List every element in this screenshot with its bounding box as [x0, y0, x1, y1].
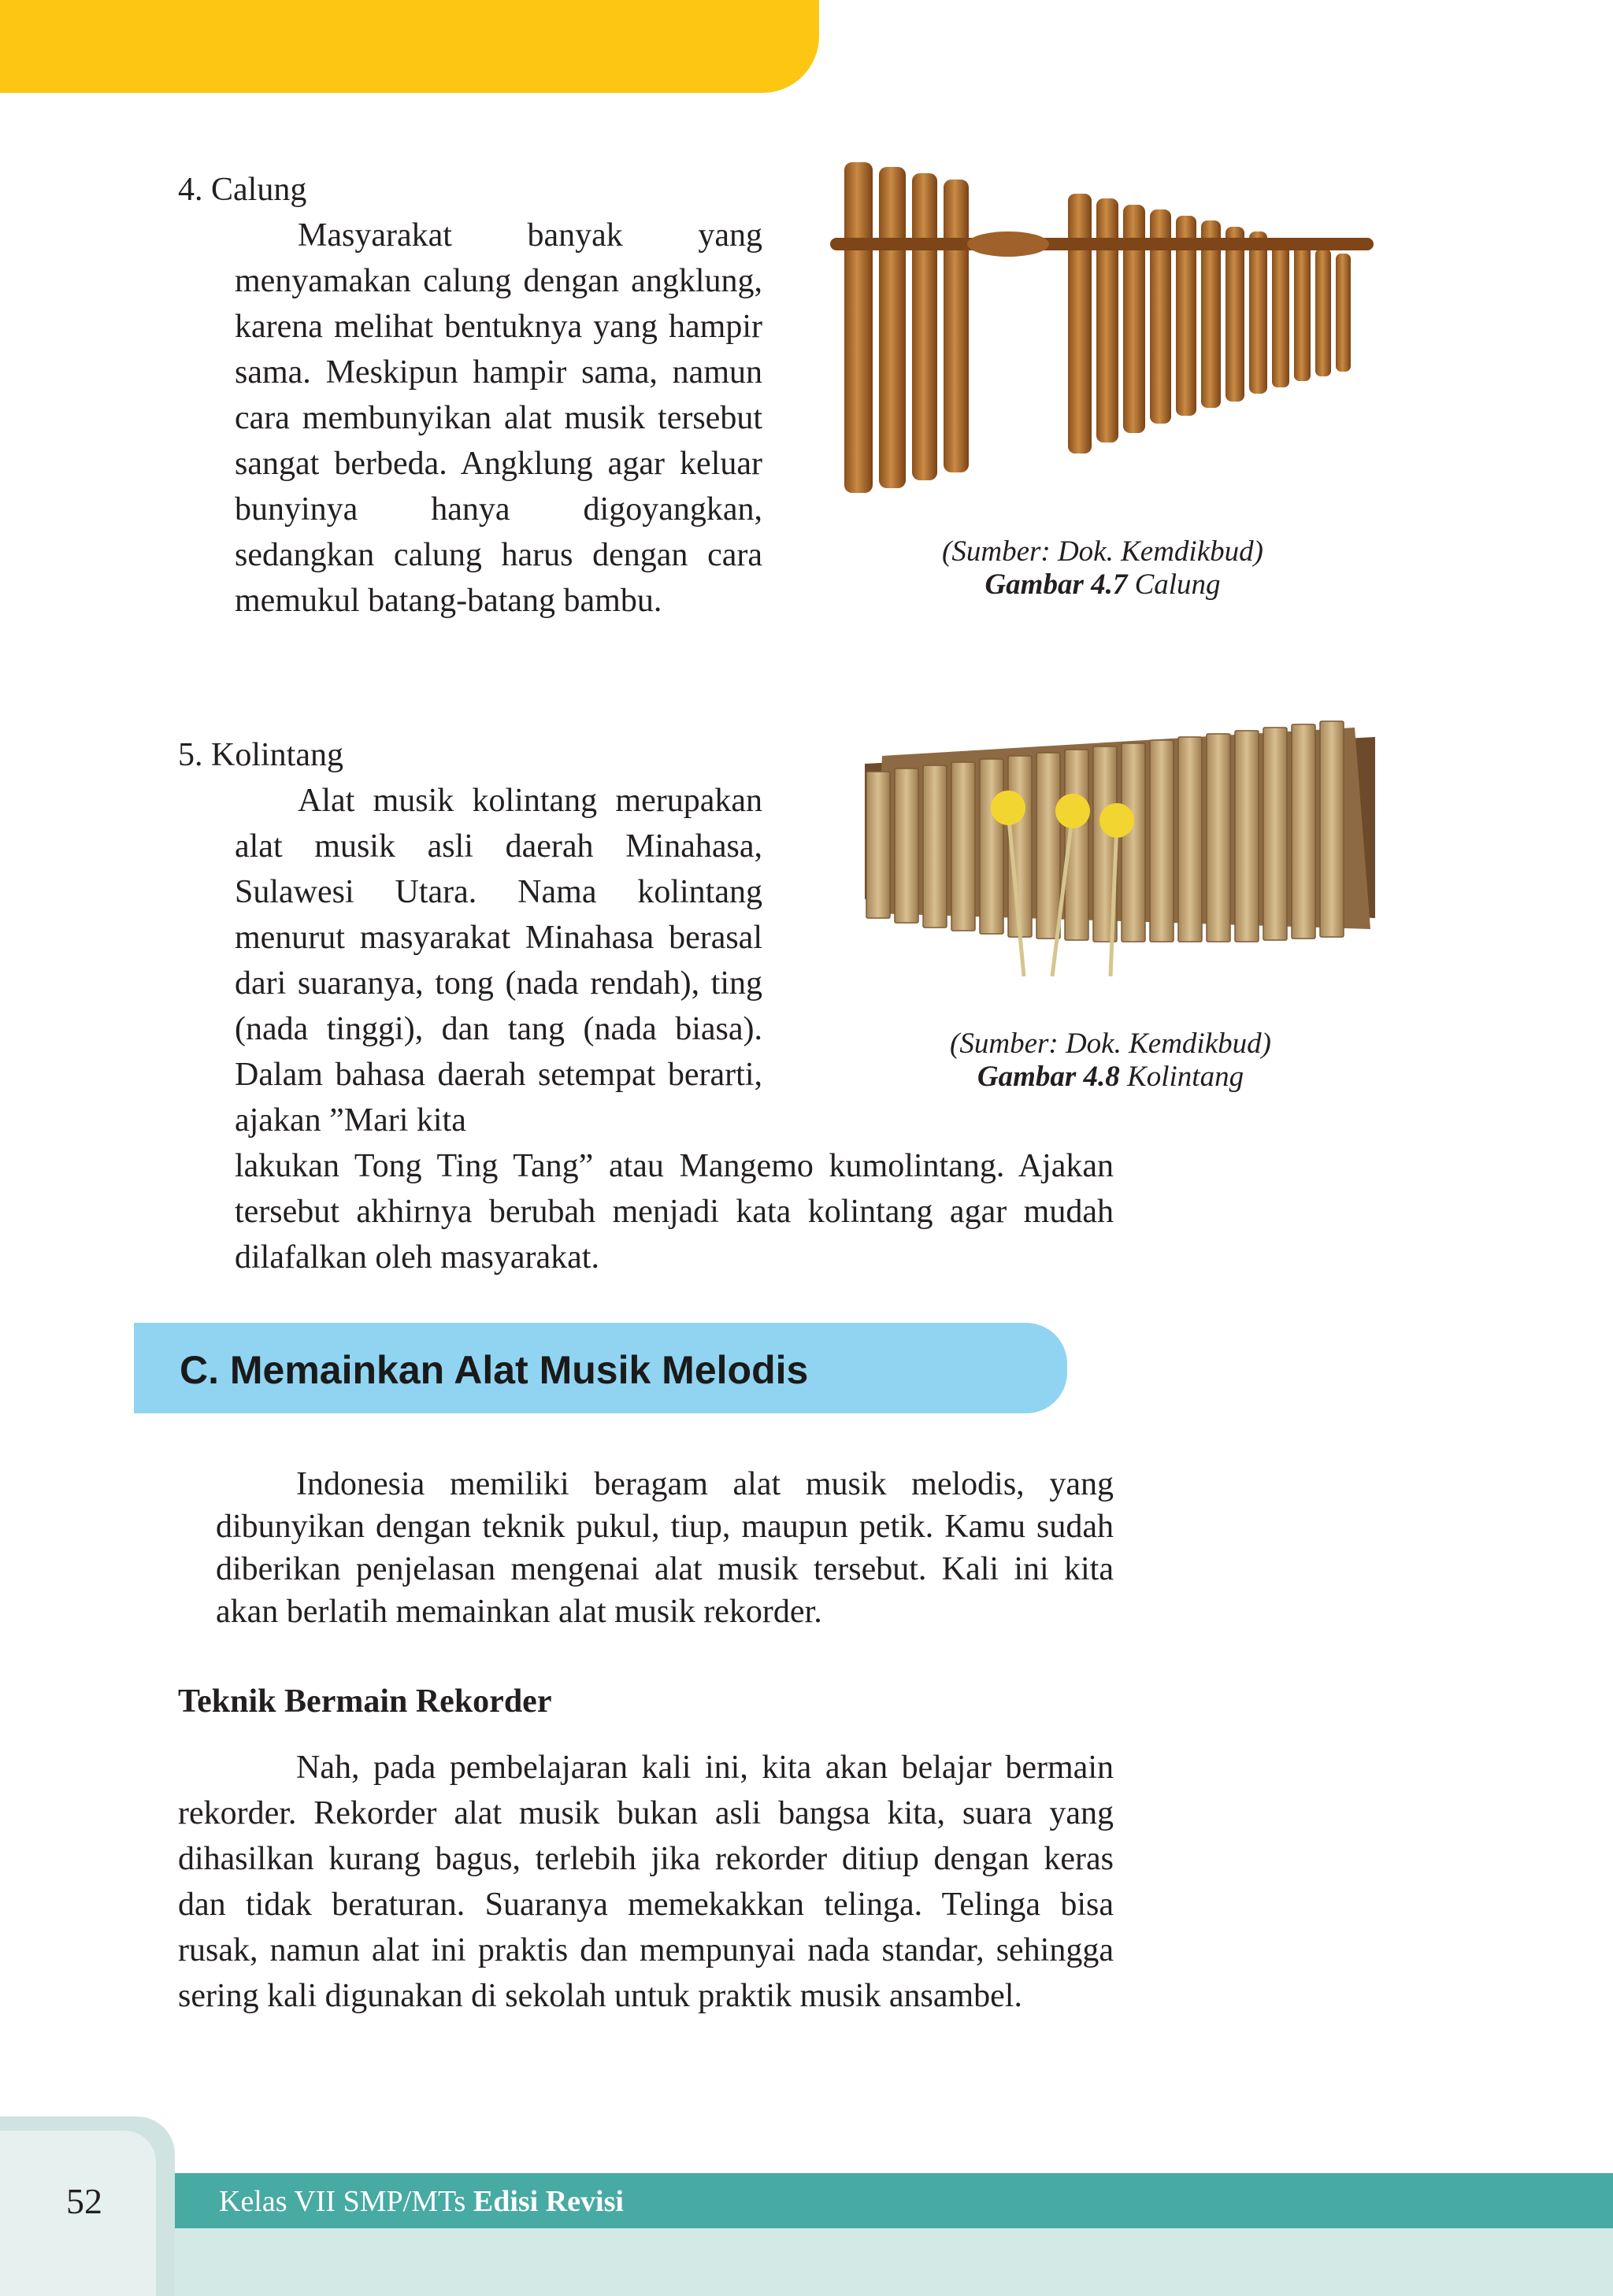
calung-image	[819, 150, 1386, 512]
top-decor-bar	[0, 0, 819, 93]
page-number: 52	[66, 2181, 102, 2221]
calung-paragraph: Masyarakat banyak yang menyamakan calung dengan angklung, karena melihat bentuknya yang hampir sama. Meskipun hampir sama, namun cara membunyikan alat musik tersebut sangat berbeda. Angklung agar keluar bunyinya hanya digoyangkan, sedangkan calung harus dengan cara memukul batang-batang bambu.	[235, 217, 762, 619]
item-title-calung: 4. Calung	[178, 172, 307, 208]
calung-caption-source: (Sumber: Dok. Kemdikbud)	[942, 535, 1263, 568]
calung-caption	[898, 535, 1307, 602]
footer-edition: Edisi Revisi	[473, 2185, 624, 2218]
kolintang-paragraph-b: lakukan Tong Ting Tang” atau Mangemo kumolintang. Ajakan tersebut akhirnya berubah menjadi kata kolintang agar mudah dilafalkan oleh masyarakat.	[235, 1148, 1114, 1276]
subheading-teknik-rekorder: Teknik Bermain Rekorder	[178, 1683, 552, 1720]
kolintang-caption-source: (Sumber: Dok. Kemdikbud)	[950, 1028, 1271, 1060]
rekorder-paragraph: Nah, pada pembelajaran kali ini, kita akan belajar bermain rekorder. Rekorder alat musik bukan asli bangsa kita, suara yang dihasilkan kurang bagus, terlebih jika rekorder ditiup dengan keras dan tidak beraturan. Suaranya memekakkan telinga. Telinga bisa rusak, namun alat ini praktis dan mempunyai nada standar, sehingga sering kali digunakan di sekolah untuk praktik musik ansambel.	[178, 1750, 1114, 2014]
calung-caption-label: Gambar 4.7	[984, 568, 1128, 601]
section-intro: Indonesia memiliki beragam alat musik melodis, yang dibunyikan dengan teknik pukul, tiup, maupun petik. Kamu sudah diberikan penjelasan mengenai alat musik tersebut. Kali ini kita akan berlatih memainkan alat musik rekorder.	[216, 1466, 1114, 1630]
kolintang-caption-label: Gambar 4.8	[977, 1061, 1120, 1093]
item-title-kolintang: 5. Kolintang	[178, 737, 343, 773]
kolintang-caption	[906, 1028, 1315, 1094]
calung-caption-name: Calung	[1134, 568, 1221, 601]
section-title: C. Memainkan Alat Musik Melodis	[180, 1348, 809, 1392]
kolintang-image	[851, 677, 1386, 984]
kolintang-paragraph-a: Alat musik kolintang merupakan alat musik asli daerah Minahasa, Sulawesi Utara. Nama kolintang menurut masyarakat Minahasa berasal dari suaranya, tong (nada rendah), ting (nada tinggi), dan tang (nada biasa). Dalam bahasa daerah setempat berarti, ajakan ”Mari kita	[235, 783, 762, 1139]
footer-book-title: Kelas VII SMP/MTs Edisi Revisi	[219, 2185, 624, 2218]
kolintang-caption-name: Kolintang	[1127, 1061, 1244, 1093]
footer-decor-band	[175, 2228, 1613, 2296]
